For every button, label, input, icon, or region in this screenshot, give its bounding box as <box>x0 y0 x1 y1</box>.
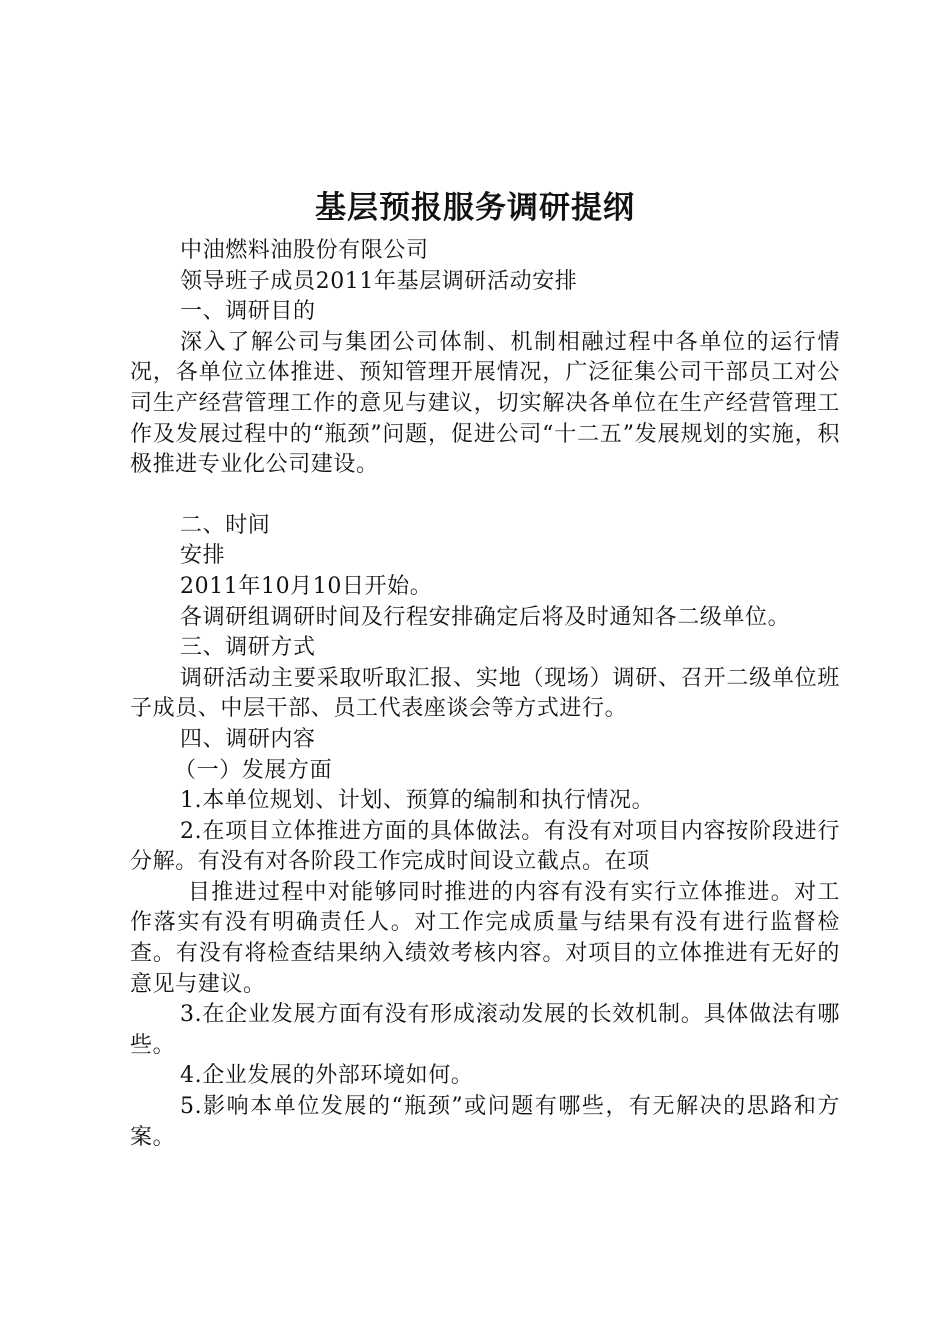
start-date: 2011年10月10日开始。 <box>180 573 433 599</box>
activity-heading: 领导班子成员2011年基层调研活动安排 <box>180 268 578 294</box>
company-name: 中油燃料油股份有限公司 <box>180 238 429 263</box>
document-title: 基层预报服务调研提纲 <box>315 190 635 226</box>
purpose-paragraph: 深入了解公司与集团公司体制、机制相融过程中各单位的运行情况，各单位立体推进、预知管理开展情况，广泛征集公司干部员工对公司生产经营管理工作的意见与建议，切实解决各单位在生产经营管理工作及发展过程中的“瓶颈”问题，促进公司“十二五”发展规划的实施，积极推进专业化公司建设。 <box>130 329 840 478</box>
list-item: 3.在企业发展方面有没有形成滚动发展的长效机制。具体做法有哪些。 <box>130 1002 840 1058</box>
subsection-heading-development: （一）发展方面 <box>174 757 333 783</box>
schedule-notice: 各调研组调研时间及行程安排确定后将及时通知各二级单位。 <box>180 604 791 630</box>
list-item: 1.本单位规划、计划、预算的编制和执行情况。 <box>180 788 655 814</box>
method-paragraph: 调研活动主要采取听取汇报、实地（现场）调研、召开二级单位班子成员、中层干部、员工代表座谈会等方式进行。 <box>130 665 840 722</box>
list-item: 2.在项目立体推进方面的具体做法。有没有对项目内容按阶段进行分解。有没有对各阶段工作完成时间设立截点。在项 <box>130 818 840 875</box>
time-label: 安排 <box>180 543 226 569</box>
section-heading-content: 四、调研内容 <box>180 726 316 752</box>
list-item-continuation: 目推进过程中对能够同时推进的内容有没有实行立体推进。对工作落实有没有明确责任人。对工作完成质量与结果有没有进行监督检查。有没有将检查结果纳入绩效考核内容。对项目的立体推进有无好的意见与建议。 <box>130 879 840 997</box>
list-item: 4.企业发展的外部环境如何。 <box>180 1063 474 1089</box>
section-heading-time: 二、时间 <box>180 512 271 538</box>
section-heading-purpose: 一、调研目的 <box>180 299 316 325</box>
document-body <box>130 236 840 1153</box>
list-item: 5.影响本单位发展的“瓶颈”或问题有哪些，有无解决的思路和方案。 <box>130 1094 840 1150</box>
section-heading-method: 三、调研方式 <box>180 635 316 661</box>
paragraph-gap <box>130 481 840 511</box>
